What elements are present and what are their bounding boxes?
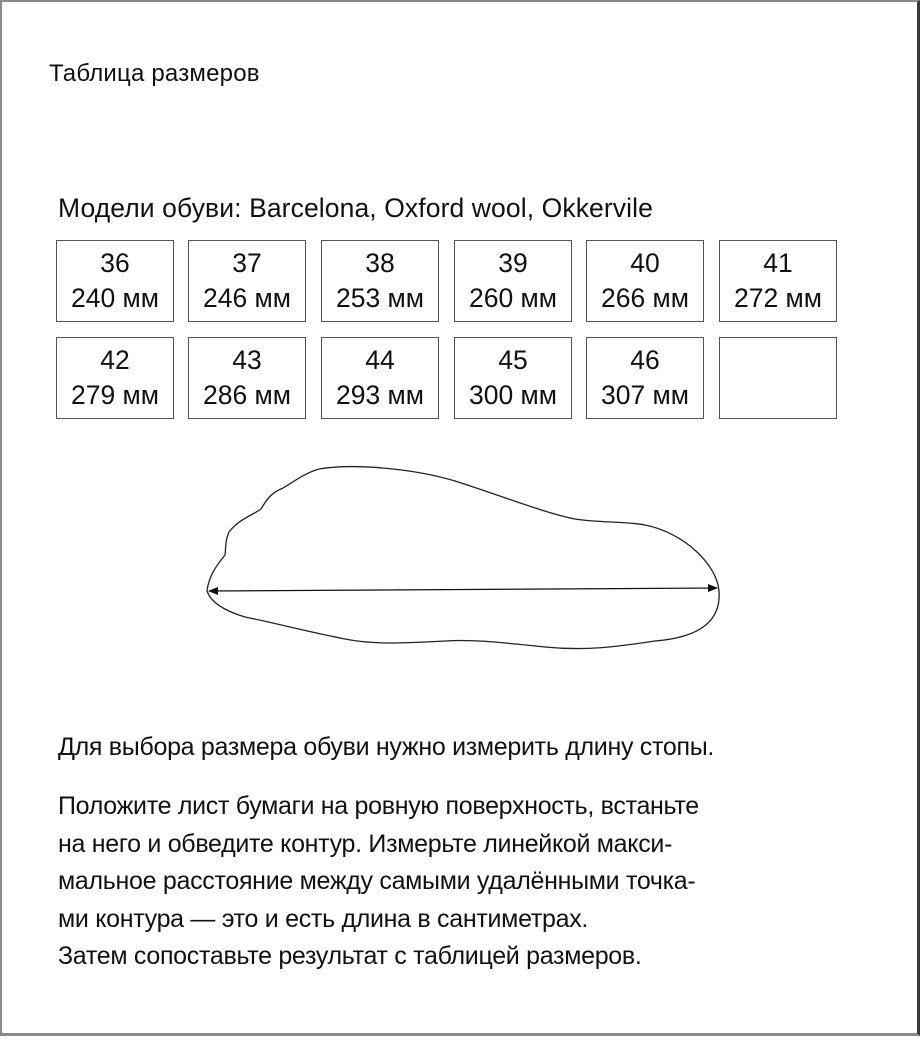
- size-cell: [586, 337, 704, 419]
- size-number: 44: [365, 345, 395, 375]
- size-cell: [454, 337, 572, 419]
- size-cell: [188, 240, 306, 322]
- size-number: 42: [100, 345, 130, 375]
- size-number: 39: [498, 248, 528, 278]
- foot-outline-diagram: [205, 457, 725, 657]
- size-cell: [56, 240, 174, 322]
- instruction-intro: Для выбора размера обуви нужно измерить длину стопы.: [58, 733, 715, 761]
- size-grid: [56, 240, 840, 420]
- size-cell: [454, 240, 572, 322]
- size-length: 246 мм: [202, 283, 291, 313]
- size-cell: [321, 337, 439, 419]
- size-length: 279 мм: [70, 380, 159, 410]
- size-number: 46: [630, 345, 660, 375]
- size-number: 43: [232, 345, 262, 375]
- size-number: 45: [498, 345, 528, 375]
- instruction-line: Затем сопоставьте результат с таблицей размеров.: [58, 942, 642, 970]
- instruction-line: мальное расстояние между самыми удалёнными точка-: [58, 867, 696, 895]
- size-number: 40: [630, 248, 660, 278]
- size-length: 240 мм: [70, 283, 159, 313]
- size-cell: [586, 240, 704, 322]
- size-length: 307 мм: [600, 380, 689, 410]
- size-length: 253 мм: [335, 283, 424, 313]
- size-cell: [56, 337, 174, 419]
- size-number: 36: [100, 248, 130, 278]
- size-length: 286 мм: [202, 380, 291, 410]
- instruction-line: ми контура — это и есть длина в сантиметрах.: [58, 904, 589, 933]
- instruction-line: Положите лист бумаги на ровную поверхность, встаньте: [58, 792, 699, 820]
- size-length: 272 мм: [733, 283, 822, 313]
- foot-outline: [207, 467, 719, 649]
- size-number: 37: [232, 248, 262, 278]
- size-cell: [188, 337, 306, 419]
- page-title: Таблица размеров: [49, 60, 260, 87]
- models-line: Модели обуви: Barcelona, Oxford wool, Okkervile: [58, 193, 653, 223]
- instruction-line: на него и обведите контур. Измерьте линейкой макси-: [58, 829, 673, 858]
- size-number: 38: [365, 248, 395, 278]
- size-cell: [719, 240, 837, 322]
- size-length: 260 мм: [468, 283, 557, 313]
- instruction-paragraph: [58, 788, 699, 976]
- size-number: 41: [763, 248, 793, 278]
- size-cell: [321, 240, 439, 322]
- size-cell-empty: [719, 337, 837, 419]
- length-measure-arrow: [209, 588, 717, 591]
- size-length: 300 мм: [468, 380, 557, 410]
- size-length: 266 мм: [600, 283, 689, 313]
- size-length: 293 мм: [335, 380, 424, 410]
